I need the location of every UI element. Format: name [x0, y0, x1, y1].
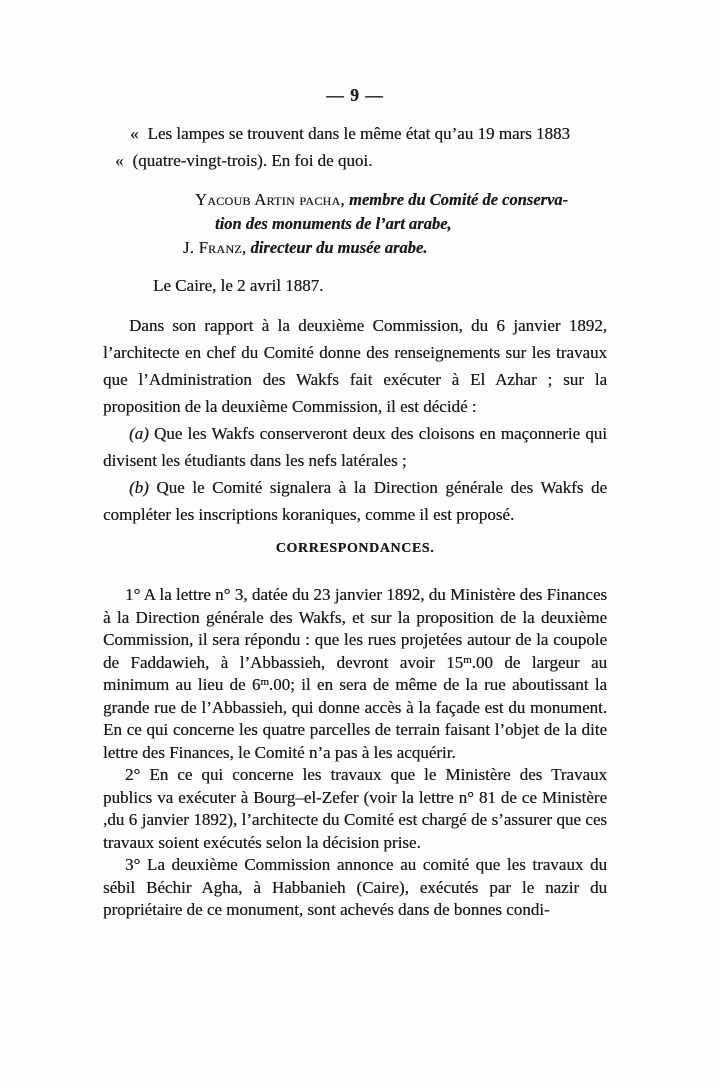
item-1-text: .00; il en sera de même de la rue aboutissant la grande rue de l’Abbassieh, qui donne accès à la façade est du monument. En ce qui concerne les quatre parcelles de terrain faisant l’objet de la dite lettre des Finances, le Comité n’a pas à les acquérir.	[103, 675, 607, 762]
signatory-role-continued: tion des monuments de l’art arabe,	[215, 214, 452, 233]
item-b-text: Que le Comité signalera à la Direction générale des Wakfs de compléter les inscriptions koraniques, comme il est proposé.	[103, 478, 607, 524]
correspondance-item-1	[103, 584, 607, 764]
signature-block	[103, 188, 607, 260]
quote-text: (quatre-vingt-trois). En foi de quoi.	[132, 151, 373, 170]
metre-exponent: m	[463, 653, 472, 666]
page-number: — 9 —	[326, 85, 384, 105]
signature-line	[183, 236, 607, 260]
quote-mark: «	[115, 151, 124, 170]
signature-line	[215, 212, 607, 236]
correspondance-item-3: 3° La deuxième Commission annonce au comité que les travaux du sébil Béchir Agha, à Habbanieh (Caire), exécutés par le nazir du propriétaire de ce monument, sont achevés dans de bonnes condi-	[103, 855, 607, 919]
item-1-text: 1° A la lettre n° 3, datée du 23 janvier 1892, du Ministère des Finances à la Direction générale des Wakfs, et sur la proposition de la deuxième Commission, il sera répondu : que les rues projetées autour de la coupole de Faddawieh, à l’Abbassieh, devront avoir 15	[103, 585, 607, 672]
signatory-name: J. Franz,	[183, 238, 247, 257]
item-a-label: (a)	[129, 424, 149, 443]
signatory-name: Yacoub Artin pacha,	[195, 190, 345, 209]
report-intro-paragraph: Dans son rapport à la deuxième Commission, du 6 janvier 1892, l’architecte en chef du Comité donne des renseignements sur les travaux que l’Administration des Wakfs fait exécuter à El Azhar ; sur la proposition de la deuxième Commission, il est décidé :	[103, 316, 607, 416]
report-item-a	[103, 420, 607, 474]
signatory-role: directeur du musée arabe.	[250, 238, 428, 257]
dateline: Le Caire, le 2 avril 1887.	[153, 276, 324, 295]
item-b-label: (b)	[129, 478, 149, 497]
quote-text: Les lampes se trouvent dans le même état qu’au 19 mars 1883	[147, 124, 571, 143]
signatory-role: membre du Comité de conserva-	[348, 190, 569, 209]
quote-line	[115, 147, 607, 174]
quote-line	[130, 120, 607, 147]
item-a-text: Que les Wakfs conserveront deux des cloisons en maçonnerie qui divisent les étudiants dans les nefs latérales ;	[103, 424, 607, 470]
correspondance-item-2: 2° En ce qui concerne les travaux que le Ministère des Travaux publics va exécuter à Bourg–el-Zefer (voir la lettre n° 81 de ce Ministère ,du 6 janvier 1892), l’architecte du Comité est chargé de s’assurer que ces travaux soient exécutés selon la décision prise.	[103, 765, 607, 852]
quoted-paragraph	[103, 120, 607, 174]
item-1-text: .00 de largeur au minimum au lieu de 6	[103, 652, 607, 694]
metre-exponent: m	[260, 676, 269, 688]
report-item-b	[103, 474, 607, 528]
quote-mark: «	[130, 124, 139, 143]
section-heading: CORRESPONDANCES.	[275, 541, 435, 556]
signature-line	[195, 188, 607, 212]
